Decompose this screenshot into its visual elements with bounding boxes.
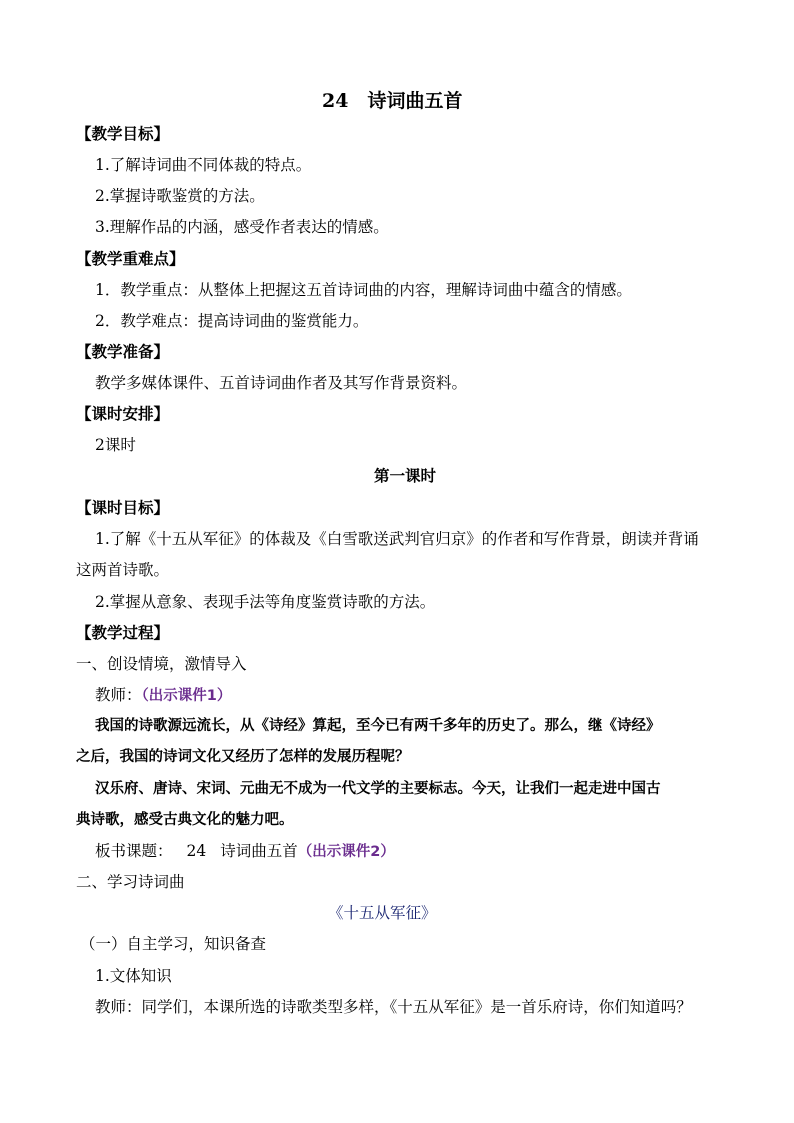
process-section-2: 二、学习诗词曲 xyxy=(76,873,185,891)
section-heading-prep: 【教学准备】 xyxy=(76,342,170,361)
board-title: 诗词曲五首 xyxy=(220,842,298,860)
board-line xyxy=(95,841,395,862)
teacher-line xyxy=(95,685,231,706)
goal-item: 3.理解作品的内涵，感受作者表达的情感。 xyxy=(95,218,389,236)
page-title: 24 诗词曲五首 xyxy=(322,90,463,112)
intro-paragraph-line: 我国的诗歌源远流长，从《诗经》算起，至今已有两千多年的历史了。那么，继《诗经》 xyxy=(95,718,661,734)
prep-text: 教学多媒体课件、五首诗词曲作者及其写作背景资料。 xyxy=(95,374,468,392)
courseware-note: （出示课件1） xyxy=(141,688,232,704)
goal-item: 1.了解诗词曲不同体裁的特点。 xyxy=(95,156,312,174)
board-label: 板书课题： xyxy=(95,842,173,860)
goal-item: 2.掌握诗歌鉴赏的方法。 xyxy=(95,187,265,205)
section-heading-process: 【教学过程】 xyxy=(76,623,170,642)
subsection-item: 1.文体知识 xyxy=(95,967,172,985)
intro-paragraph-line: 汉乐府、唐诗、宋词、元曲无不成为一代文学的主要标志。今天，让我们一起走进中国古 xyxy=(95,781,661,797)
section-heading-schedule: 【课时安排】 xyxy=(76,404,170,423)
subsection-heading: （一）自主学习，知识备查 xyxy=(80,935,267,953)
section-heading-goals: 【教学目标】 xyxy=(76,124,170,143)
lesson-heading: 第一课时 xyxy=(374,466,437,485)
courseware-note: （出示课件2） xyxy=(297,844,395,860)
lesson-goal-item: 2.掌握从意象、表现手法等角度鉴赏诗歌的方法。 xyxy=(95,593,436,611)
section-heading-lesson-goals: 【课时目标】 xyxy=(76,498,170,517)
section-heading-key: 【教学重难点】 xyxy=(76,249,185,268)
intro-paragraph-line: 典诗歌，感受古典文化的魅力吧。 xyxy=(76,812,294,828)
lesson-goal-item: 1.了解《十五从军征》的体裁及《白雪歌送武判官归京》的作者和写作背景，朗读并背诵 xyxy=(95,530,699,548)
teacher-label: 教师： xyxy=(95,686,142,704)
intro-paragraph-line: 之后，我国的诗词文化又经历了怎样的发展历程呢？ xyxy=(76,749,410,765)
key-item: 2．教学难点：提高诗词曲的鉴赏能力。 xyxy=(95,312,369,330)
teacher-question: 教师：同学们，本课所选的诗歌类型多样，《十五从军征》是一首乐府诗，你们知道吗？ xyxy=(95,998,692,1016)
lesson-goal-item-cont: 这两首诗歌。 xyxy=(76,561,170,579)
schedule-text: 2课时 xyxy=(95,436,136,454)
key-item: 1．教学重点：从整体上把握这五首诗词曲的内容，理解诗词曲中蕴含的情感。 xyxy=(95,281,632,299)
process-section-1: 一、创设情境，激情导入 xyxy=(76,655,247,673)
board-number: 24 xyxy=(186,842,207,860)
poem-title: 《十五从军征》 xyxy=(328,904,437,922)
